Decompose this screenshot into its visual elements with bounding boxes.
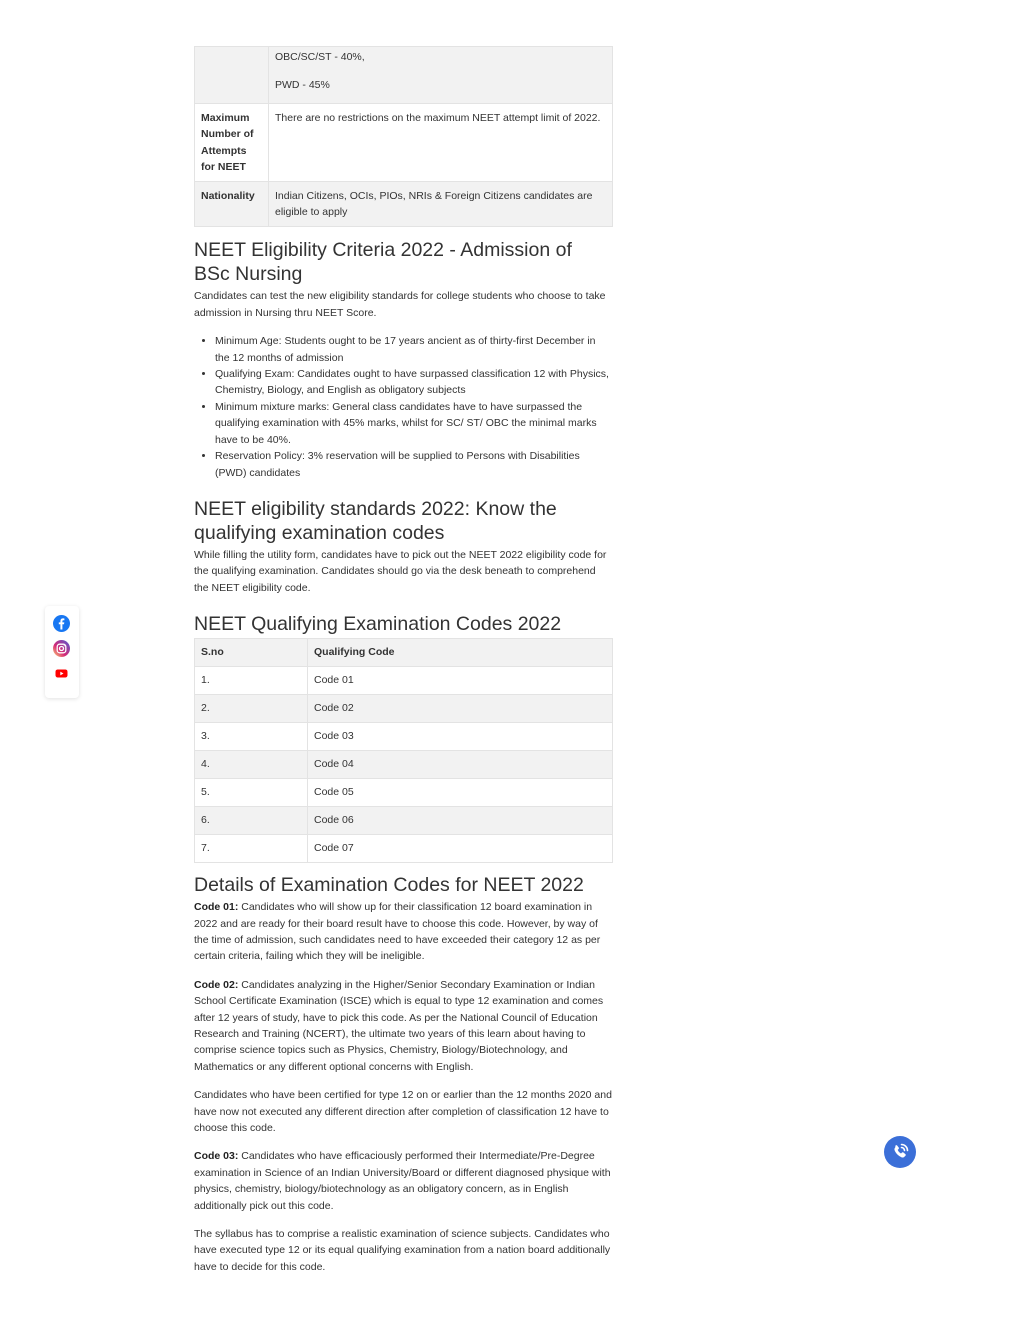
table-row <box>195 181 613 227</box>
reservation-obc-sc-st: OBC/SC/ST - 40%, <box>275 51 365 63</box>
column-header: S.no <box>195 639 308 667</box>
youtube-icon[interactable] <box>53 665 70 682</box>
qualifying-codes-table <box>194 638 613 863</box>
table-row <box>195 779 613 807</box>
table-row <box>195 667 613 695</box>
phone-call-icon <box>884 1136 916 1168</box>
code-02-paragraph <box>194 977 613 1075</box>
table-cell: Code 01 <box>308 667 613 695</box>
bsc-nursing-intro: Candidates can test the new eligibility standards for college students who choose to take admission in Nursing thru NEET Score. <box>194 290 606 319</box>
table-cell: 3. <box>195 723 308 751</box>
table-row <box>195 807 613 835</box>
code-01-paragraph <box>194 899 613 965</box>
table-row <box>195 835 613 863</box>
reservation-pwd: PWD - 45% <box>275 79 330 92</box>
instagram-icon[interactable] <box>53 640 70 657</box>
code-label: Code 01: <box>194 901 239 914</box>
table-cell: Code 06 <box>308 807 613 835</box>
table-row <box>195 751 613 779</box>
table-cell: Code 05 <box>308 779 613 807</box>
codes-intro-heading: NEET eligibility standards 2022: Know the qualifying examination codes <box>194 497 557 544</box>
row-key <box>195 47 269 104</box>
code-description: Candidates who have been certified for type 12 on or earlier than the 12 months 2020 and have now not executed any different direction after completion of classification 12 have to choose this code. <box>194 1089 612 1134</box>
call-button[interactable] <box>884 1136 916 1168</box>
code-description: Candidates who have efficaciously performed their Intermediate/Pre-Degree examination in Science of an Indian University/Board or different diagnosed physique with physics, chemistry, biology/biotechnology as an obligatory concern, as in English additionally pick out this code. <box>194 1150 611 1212</box>
codes-table-heading: NEET Qualifying Examination Codes 2022 <box>194 613 562 636</box>
facebook-icon[interactable] <box>53 615 70 632</box>
table-cell: Code 07 <box>308 835 613 863</box>
codes-intro-text: While filling the utility form, candidates have to pick out the NEET 2022 eligibility code for the qualifying examination. Candidates should go via the desk beneath to comprehend the NEET eligibility code. <box>194 548 607 594</box>
social-share-bar <box>45 606 79 698</box>
column-header: Qualifying Code <box>308 639 613 667</box>
table-cell: 4. <box>195 751 308 779</box>
row-value: There are no restrictions on the maximum NEET attempt limit of 2022. <box>269 104 613 182</box>
article-content <box>194 46 613 1287</box>
table-row <box>195 695 613 723</box>
code-description: The syllabus has to comprise a realistic examination of science subjects. Candidates who have executed type 12 or its equal qualifying examination from a nation board additionally have to decide for this code. <box>194 1228 611 1273</box>
code-description: Candidates who will show up for their classification 12 board examination in 2022 and are ready for their board result have to choose this code. However, by way of the time of admission, such candidates need to have exceeded their category 12 as per certain criteria, failing which they will be ineligible. <box>194 901 601 963</box>
table-cell: 2. <box>195 695 308 723</box>
bsc-nursing-criteria-list <box>194 333 613 481</box>
table-cell: 6. <box>195 807 308 835</box>
list-item: • Minimum Age: Students ought to be 17 years ancient as of thirty-first December in the 12 months of admission <box>215 333 613 366</box>
list-item: • Reservation Policy: 3% reservation will be supplied to Persons with Disabilities (PWD) candidates <box>215 448 613 481</box>
table-cell: 5. <box>195 779 308 807</box>
details-heading: Details of Examination Codes for NEET 2022 <box>194 874 584 897</box>
table-row <box>195 47 613 104</box>
table-cell: Code 03 <box>308 723 613 751</box>
table-row <box>195 104 613 182</box>
table-row <box>195 723 613 751</box>
table-header-row <box>195 639 613 667</box>
code-label: Code 03: <box>194 1150 239 1163</box>
row-key: Nationality <box>195 181 269 227</box>
table-cell: Code 04 <box>308 751 613 779</box>
code-02-extra-paragraph <box>194 1087 613 1136</box>
table-cell: 1. <box>195 667 308 695</box>
row-value: Indian Citizens, OCIs, PIOs, NRIs & Foreign Citizens candidates are eligible to apply <box>269 181 613 227</box>
list-item: • Qualifying Exam: Candidates ought to have surpassed classification 12 with Physics, Chemistry, Biology, and English as obligatory subjects <box>215 366 613 399</box>
eligibility-table <box>194 46 613 227</box>
list-item: • Minimum mixture marks: General class candidates have to have surpassed the qualifying examination with 45% marks, whilst for SC/ ST/ OBC the minimal marks have to be 40%. <box>215 399 613 448</box>
code-description: Candidates analyzing in the Higher/Senior Secondary Examination or Indian School Certificate Examination (ISCE) which is equal to type 12 examination and comes after 12 years of study, have to pick this code. As per the National Council of Education Research and Training (NCERT), the ultimate two years of this learn about having to comprise science topics such as Physics, Chemistry, Biology/Biotechnology, and Mathematics or any different optional concerns with English. <box>194 978 604 1073</box>
bsc-nursing-heading: NEET Eligibility Criteria 2022 - Admission of BSc Nursing <box>194 239 572 286</box>
code-03-paragraph <box>194 1148 613 1214</box>
row-key: Maximum Number of Attempts for NEET <box>195 104 269 182</box>
row-value <box>269 47 613 104</box>
table-cell: Code 02 <box>308 695 613 723</box>
code-label: Code 02: <box>194 978 239 991</box>
table-cell: 7. <box>195 835 308 863</box>
code-03-extra-paragraph <box>194 1226 613 1275</box>
